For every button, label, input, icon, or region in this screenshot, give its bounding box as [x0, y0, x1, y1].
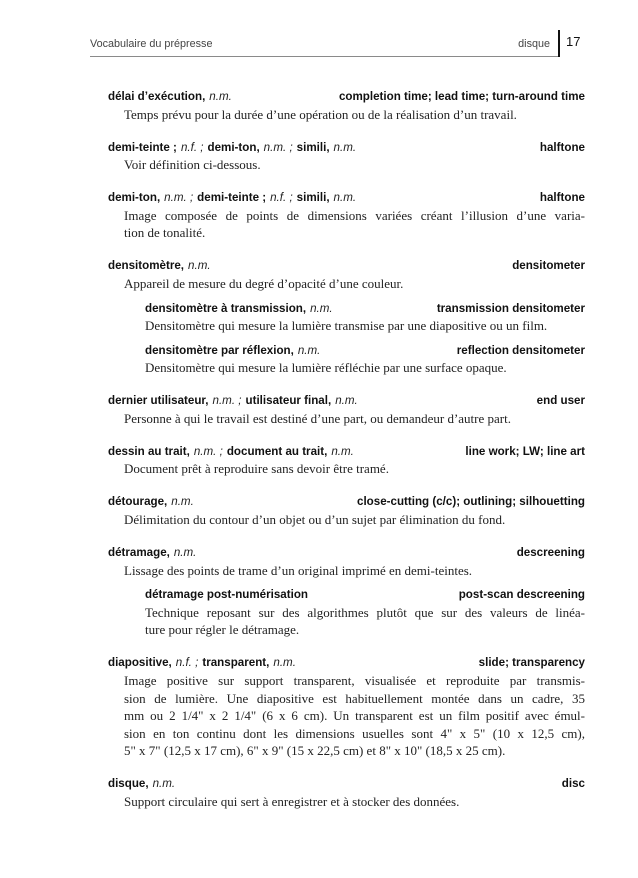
definition	[108, 511, 585, 529]
definition-line	[124, 725, 585, 743]
french-term: détramage,	[108, 546, 170, 560]
definition-text: 5" x 7" (12,5 x 17 cm), 6" x 9" (15 x 22,5 cm) et 8" x 10" (18,5 x 25 cm).	[124, 743, 506, 759]
grammatical-category: n.m.	[273, 656, 296, 670]
grammatical-category: n.m. ;	[164, 191, 194, 205]
grammatical-category: n.m.	[188, 259, 211, 273]
entry-headword-line	[145, 300, 585, 318]
definition-text: Délimitation du contour d’un objet ou d’un sujet par élimination du fond.	[124, 512, 506, 528]
french-terms	[108, 654, 296, 672]
glossary-entry	[108, 654, 585, 760]
french-terms	[108, 443, 354, 461]
french-term: transparent,	[202, 656, 270, 670]
french-terms	[108, 544, 196, 562]
header-rule	[90, 56, 558, 57]
grammatical-category: n.m. ;	[212, 394, 242, 408]
definition-line	[124, 562, 585, 580]
french-term: demi-teinte ;	[197, 191, 267, 205]
grammatical-category: n.m.	[331, 444, 354, 458]
french-term: dernier utilisateur,	[108, 394, 209, 408]
grammatical-category: n.f. ;	[175, 656, 199, 670]
grammatical-category: n.m.	[173, 546, 197, 560]
grammatical-category: n.m.	[310, 301, 333, 315]
definition-text: Personne à qui le travail est destiné d’une part, ou demandeur d’autre part.	[124, 410, 511, 426]
english-equivalent: descreening	[516, 546, 585, 560]
grammatical-category: n.m. ;	[193, 444, 223, 458]
definition-line	[145, 604, 585, 622]
entry-headword-line	[108, 544, 585, 562]
glossary-entry	[108, 139, 585, 174]
sub-entry	[108, 300, 585, 335]
french-term: densitomètre à transmission,	[145, 301, 307, 315]
glossary-entry	[108, 775, 585, 810]
definition-line	[124, 224, 585, 242]
definition-line	[145, 317, 585, 335]
glossary-entry	[108, 88, 585, 123]
definition-line	[124, 672, 585, 690]
french-terms	[108, 493, 194, 511]
definition-line	[124, 410, 585, 428]
definition-line	[145, 621, 585, 639]
english-equivalent: completion time; lead time; turn-around time	[338, 90, 585, 103]
definition	[108, 275, 585, 293]
french-terms	[145, 300, 333, 318]
definition-text: Document prêt à reproduire sans devoir être tramé.	[124, 461, 389, 477]
definition-text: sion de lumière. Une diapositive est habituellement montée dans un cadre, 35	[124, 690, 585, 706]
definition	[108, 156, 585, 174]
page-number: 17	[566, 34, 581, 49]
glossary-entry	[108, 257, 585, 377]
entry-headword-line	[108, 189, 585, 207]
definition-text: Image composée de points de dimensions variées créant l’illusion d’une varia-	[124, 207, 585, 223]
definition-text: Voir définition ci-dessous.	[124, 157, 261, 173]
grammatical-category: n.m.	[333, 140, 357, 154]
definition-text: Image positive sur support transparent, visualisée et reproduite par transmis-	[124, 672, 585, 688]
french-terms	[145, 586, 308, 604]
grammatical-category: n.m. ;	[263, 140, 293, 154]
entry-headword-line	[108, 443, 585, 461]
entry-headword-line	[108, 88, 585, 106]
french-terms	[108, 257, 211, 275]
french-term: simili,	[296, 140, 330, 154]
grammatical-category: n.m.	[152, 777, 176, 791]
french-term: dessin au trait,	[108, 444, 190, 458]
entry-headword-line	[108, 257, 585, 275]
english-equivalent: post-scan descreening	[458, 588, 585, 602]
header-divider-bar	[558, 30, 560, 57]
english-equivalent: densitometer	[512, 259, 585, 273]
definition-line	[124, 460, 585, 478]
french-term: détourage,	[108, 495, 168, 509]
definition-line	[124, 106, 585, 124]
definition	[108, 460, 585, 478]
english-equivalent: end user	[536, 394, 585, 408]
french-terms	[108, 189, 356, 207]
entry-headword-line	[108, 139, 585, 157]
definition	[108, 106, 585, 124]
definition-line	[124, 742, 585, 760]
definition-line	[124, 207, 585, 225]
definition-line	[124, 275, 585, 293]
definition	[145, 317, 585, 335]
definition-line	[124, 156, 585, 174]
grammatical-category: n.f. ;	[180, 140, 204, 154]
grammatical-category: n.m.	[171, 495, 194, 509]
definition	[145, 604, 585, 639]
definition-text: tion de tonalité.	[124, 225, 206, 241]
definition-line	[124, 707, 585, 725]
definition-line	[124, 793, 585, 811]
english-equivalent: disc	[561, 777, 585, 791]
glossary-entry	[108, 443, 585, 478]
definition-line	[145, 359, 585, 377]
entry-headword-line	[108, 493, 585, 511]
french-term: diapositive,	[108, 656, 172, 670]
grammatical-category: n.m.	[333, 191, 357, 205]
french-term: demi-ton,	[207, 140, 260, 154]
english-equivalent: slide; transparency	[478, 656, 585, 670]
french-terms	[108, 139, 356, 157]
definition-text: Densitomètre qui mesure la lumière réfléchie par une surface opaque.	[145, 360, 507, 376]
glossary-entry	[108, 544, 585, 639]
french-term: document au trait,	[226, 444, 328, 458]
french-terms	[108, 392, 358, 410]
entry-headword-line	[108, 654, 585, 672]
entry-headword-line	[108, 392, 585, 410]
french-term: simili,	[296, 191, 330, 205]
grammatical-category: n.f. ;	[270, 191, 293, 205]
definition	[145, 359, 585, 377]
sub-entry	[108, 586, 585, 639]
glossary-entry	[108, 493, 585, 528]
grammatical-category: n.m.	[297, 343, 321, 357]
entry-headword-line	[108, 775, 585, 793]
running-title: Vocabulaire du prépresse	[90, 38, 213, 50]
sub-entry	[108, 342, 585, 377]
french-term: demi-teinte ;	[108, 140, 177, 154]
english-equivalent: transmission densitometer	[436, 301, 585, 315]
french-terms	[145, 342, 320, 360]
definition-text: ture pour régler le détramage.	[145, 622, 300, 638]
definition	[108, 793, 585, 811]
definition-text: mm ou 2 1/4" x 2 1/4" (6 x 6 cm). Un transparent est un film positif avec émul-	[124, 708, 585, 724]
english-equivalent: line work; LW; line art	[465, 444, 585, 458]
definition-text: Densitomètre qui mesure la lumière transmise par une diapositive ou un film.	[145, 318, 548, 334]
definition-text: Technique reposant sur des algorithmes plutôt que sur des valeurs de linéa-	[145, 604, 585, 620]
definition-text: Lissage des points de trame d’un original imprimé en demi-teintes.	[124, 562, 473, 578]
definition-text: Temps prévu pour la durée d’une opération ou de la réalisation d’un travail.	[124, 106, 517, 122]
definition-line	[124, 511, 585, 529]
grammatical-category: n.m.	[335, 394, 358, 408]
definition-text: Appareil de mesure du degré d’opacité d’une couleur.	[124, 275, 404, 291]
grammatical-category: n.m.	[209, 90, 232, 103]
entry-headword-line	[145, 342, 585, 360]
french-term: densitomètre,	[108, 259, 185, 273]
french-term: demi-ton,	[108, 191, 161, 205]
french-term: utilisateur final,	[245, 394, 332, 408]
french-term: densitomètre par réflexion,	[145, 343, 294, 357]
french-term: disque,	[108, 777, 149, 791]
french-terms	[108, 88, 232, 106]
french-term: délai d’exécution,	[108, 90, 206, 103]
definition	[108, 562, 585, 580]
english-equivalent: close-cutting (c/c); outlining; silhouetting	[357, 495, 585, 509]
section-label: disque	[518, 38, 550, 50]
english-equivalent: halftone	[539, 191, 585, 205]
definition	[108, 672, 585, 760]
glossary-entry	[108, 392, 585, 427]
definition-text: sion en ton continu dont les dimensions usuelles sont 4" x 5" (10 x 12,5 cm),	[124, 725, 585, 741]
definition	[108, 207, 585, 242]
english-equivalent: halftone	[539, 140, 585, 154]
french-terms	[108, 775, 175, 793]
french-term: détramage post-numérisation	[145, 588, 308, 602]
english-equivalent: reflection densitometer	[456, 343, 585, 357]
definition	[108, 410, 585, 428]
glossary-list	[108, 88, 585, 811]
entry-headword-line	[145, 586, 585, 604]
glossary-entry	[108, 189, 585, 242]
definition-text: Support circulaire qui sert à enregistrer et à stocker des données.	[124, 793, 460, 809]
definition-line	[124, 690, 585, 708]
